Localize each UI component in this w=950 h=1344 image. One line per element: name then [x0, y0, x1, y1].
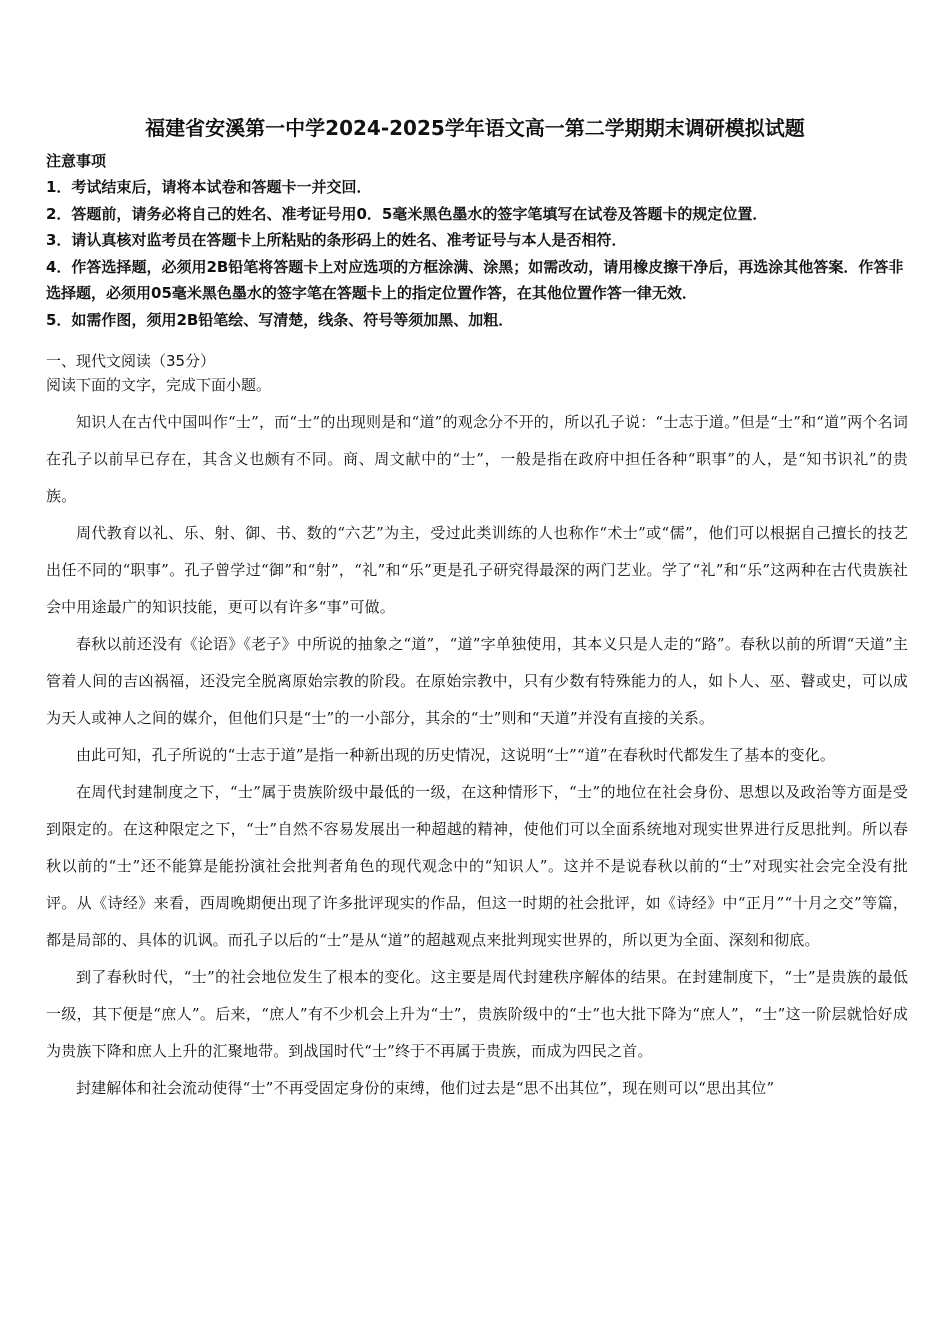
passage-paragraph: 知识人在古代中国叫作“士”，而“士”的出现则是和“道”的观念分不开的，所以孔子说：“士志于道。”但是“士”和“道”两个名词在孔子以前早已存在，其含义也颇有不同。商、周文献中的“士”，一般是指在政府中担任各种“职事”的人，是“知书识礼”的贵族。 [46, 413, 908, 505]
passage-paragraph: 周代教育以礼、乐、射、御、书、数的“六艺”为主，受过此类训练的人也称作“术士”或“儒”，他们可以根据自己擅长的技艺出任不同的“职事”。孔子曾学过“御”和“射”，“礼”和“乐”更是孔子研究得最深的两门艺业。学了“礼”和“乐”这两种在古代贵族社会中用途最广的知识技能，更可以有许多“事”可做。 [46, 524, 908, 616]
reading-passage [46, 404, 908, 1107]
passage-paragraph: 春秋以前还没有《论语》《老子》中所说的抽象之“道”，“道”字单独使用，其本义只是人走的“路”。春秋以前的所谓“天道”主管着人间的吉凶祸福，还没完全脱离原始宗教的阶段。在原始宗教中，只有少数有特殊能力的人，如卜人、巫、瞽或史，可以成为天人或神人之间的媒介，但他们只是“士”的一小部分，其余的“士”则和“天道”并没有直接的关系。 [46, 635, 908, 727]
passage-paragraph: 到了春秋时代，“士”的社会地位发生了根本的变化。这主要是周代封建秩序解体的结果。在封建制度下，“士”是贵族的最低一级，其下便是“庶人”。后来，“庶人”有不少机会上升为“士”，贵族阶级中的“士”也大批下降为“庶人”，“士”这一阶层就恰好成为贵族下降和庶人上升的汇聚地带。到战国时代“士”终于不再属于贵族，而成为四民之首。 [46, 968, 908, 1060]
section-instruction: 阅读下面的文字，完成下面小题。 [46, 376, 272, 394]
passage-paragraph: 由此可知，孔子所说的“士志于道”是指一种新出现的历史情况，这说明“士”“道”在春秋时代都发生了基本的变化。 [76, 746, 835, 764]
section-title: 一、现代文阅读（35分） [46, 352, 216, 370]
notice-list [46, 174, 906, 333]
passage-paragraph: 在周代封建制度之下，“士”属于贵族阶级中最低的一级，在这种情形下，“士”的地位在社会身份、思想以及政治等方面是受到限定的。在这种限定之下，“士”自然不容易发展出一种超越的精神，使他们可以全面系统地对现实世界进行反思批判。所以春秋以前的“士”还不能算是能扮演社会批判者角色的现代观念中的“知识人”。这并不是说春秋以前的“士”对现实社会完全没有批评。从《诗经》来看，西周晚期便出现了许多批评现实的作品，但这一时期的社会批评，如《诗经》中“正月”“十月之交”等篇，都是局部的、具体的讥讽。而孔子以后的“士”是从“道”的超越观点来批判现实世界的，所以更为全面、深刻和彻底。 [46, 783, 908, 949]
notice-item: 5．如需作图，须用2B铅笔绘、写清楚，线条、符号等须加黑、加粗． [46, 310, 514, 329]
notice-item: 3．请认真核对监考员在答题卡上所粘贴的条形码上的姓名、准考证号与本人是否相符． [46, 231, 627, 249]
notice-item: 1．考试结束后，请将本试卷和答题卡一并交回． [46, 178, 372, 196]
notice-item: 2．答题前，请务必将自己的姓名、准考证号用0．5毫米黑色墨水的签字笔填写在试卷及答题卡的规定位置． [46, 204, 768, 223]
notice-item: 4．作答选择题，必须用2B铅笔将答题卡上对应选项的方框涂满、涂黑；如需改动，请用橡皮擦干净后，再选涂其他答案．作答非选择题，必须用05毫米黑色墨水的签字笔在答题卡上的指定位置作答，在其他位置作答一律无效． [46, 257, 904, 302]
passage-paragraph: 封建解体和社会流动使得“士”不再受固定身份的束缚，他们过去是“思不出其位”，现在则可以“思出其位” [76, 1079, 775, 1097]
notice-heading: 注意事项 [46, 152, 107, 170]
exam-title: 福建省安溪第一中学2024-2025学年语文高一第二学期期末调研模拟试题 [145, 116, 805, 140]
